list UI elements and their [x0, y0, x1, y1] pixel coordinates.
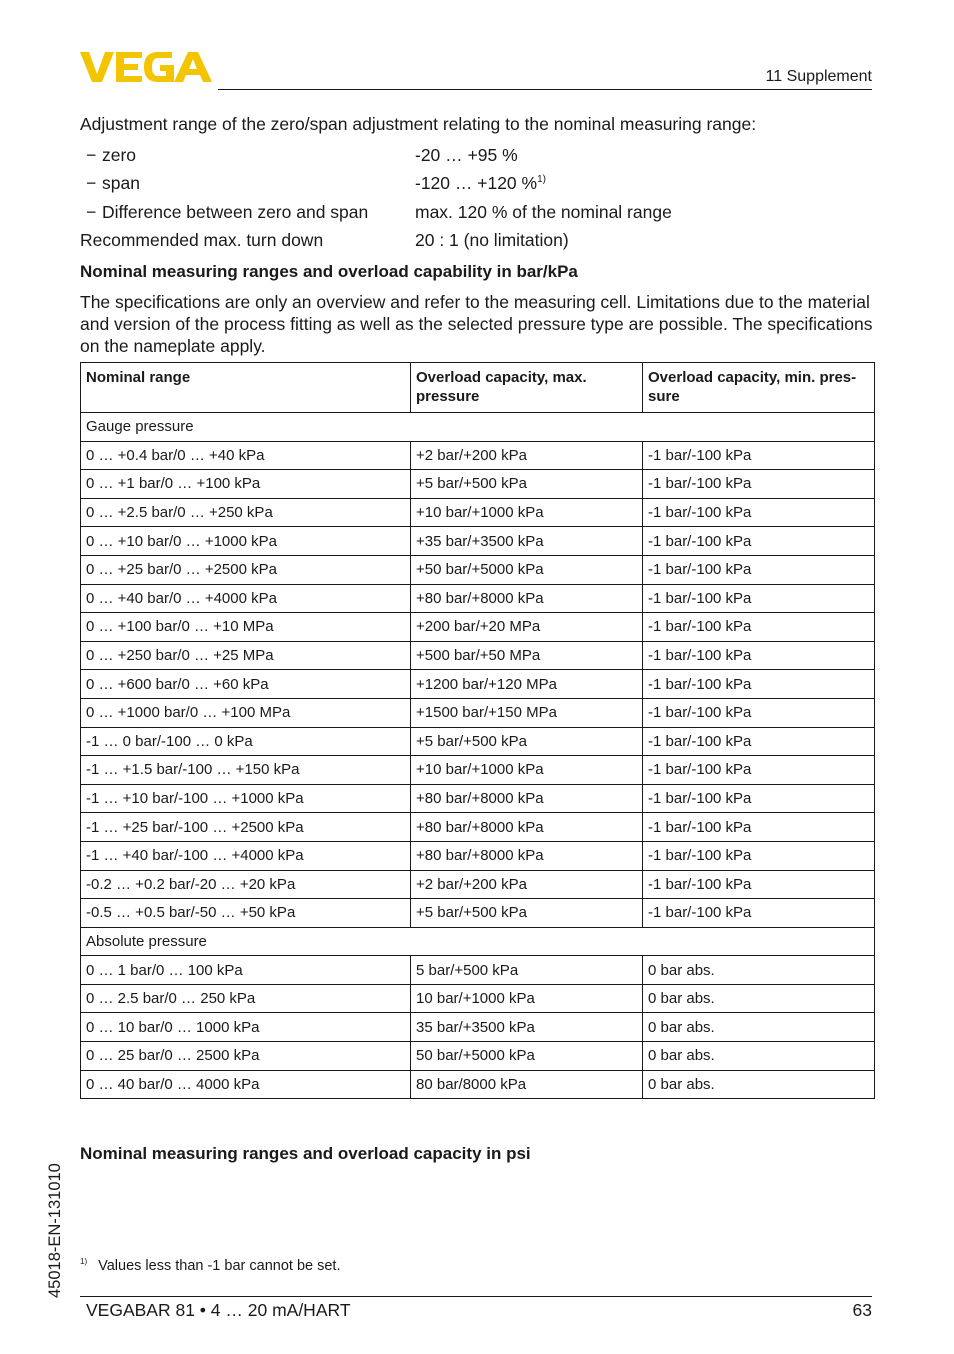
table-cell: -1 bar/-100 kPa [643, 784, 875, 813]
table-cell: +500 bar/+50 MPa [411, 641, 643, 670]
table-cell: -1 … +40 bar/-100 … +4000 kPa [81, 841, 411, 870]
table-cell: +5 bar/+500 kPa [411, 727, 643, 756]
table-row [81, 841, 875, 870]
table-cell: -1 bar/-100 kPa [643, 756, 875, 785]
table-row [81, 956, 875, 985]
table-cell: 0 … +250 bar/0 … +25 MPa [81, 641, 411, 670]
table-cell: 80 bar/8000 kPa [411, 1070, 643, 1099]
table-cell: 0 … 40 bar/0 … 4000 kPa [81, 1070, 411, 1099]
document-code: 45018-EN-131010 [46, 1163, 64, 1298]
table-cell: +80 bar/+8000 kPa [411, 784, 643, 813]
table-cell: -1 bar/-100 kPa [643, 555, 875, 584]
footer-product: VEGABAR 81 • 4 … 20 mA/HART [86, 1300, 351, 1320]
table-cell: -1 bar/-100 kPa [643, 527, 875, 556]
table-cell: +2 bar/+200 kPa [411, 870, 643, 899]
spec-row-difference [80, 198, 874, 227]
table-row [81, 498, 875, 527]
column-header: Overload capacity, min. pres-sure [643, 363, 875, 413]
table-cell: +80 bar/+8000 kPa [411, 841, 643, 870]
table-cell: +35 bar/+3500 kPa [411, 527, 643, 556]
table-cell: 0 … +0.4 bar/0 … +40 kPa [81, 441, 411, 470]
table-cell: 0 … +25 bar/0 … +2500 kPa [81, 555, 411, 584]
table-row [81, 670, 875, 699]
spec-label: Difference between zero and span [102, 201, 369, 222]
list-dash: − [86, 144, 97, 165]
spec-row-span [80, 170, 874, 199]
table-row [81, 470, 875, 499]
spec-row-zero [80, 141, 874, 170]
table-cell: +2 bar/+200 kPa [411, 441, 643, 470]
spec-label: zero [102, 144, 137, 165]
section-heading-psi: Nominal measuring ranges and overload capacity in psi [80, 1144, 531, 1163]
page-number: 63 [852, 1300, 872, 1320]
table-cell: 0 … +100 bar/0 … +10 MPa [81, 613, 411, 642]
section-description: The specifications are only an overview and refer to the measuring cell. Limitations due to the material and version of the process fitting as well as the selected pressure type are possible. The specifications on the nameplate apply. [80, 292, 873, 356]
table-row [81, 1042, 875, 1071]
table-cell: -1 bar/-100 kPa [643, 841, 875, 870]
adjustment-intro: Adjustment range of the zero/span adjustment relating to the nominal measuring range: [80, 114, 757, 134]
spec-label: Recommended max. turn down [80, 230, 324, 251]
table-row [81, 756, 875, 785]
adjustment-section [80, 113, 874, 357]
table-cell: -1 bar/-100 kPa [643, 727, 875, 756]
table-cell: 0 bar abs. [643, 1042, 875, 1071]
table-cell: 5 bar/+500 kPa [411, 956, 643, 985]
table-cell: -1 … +10 bar/-100 … +1000 kPa [81, 784, 411, 813]
spec-value-text: -120 … +120 % [415, 173, 538, 194]
table-body [81, 413, 875, 1099]
table-cell: 0 bar abs. [643, 1013, 875, 1042]
footnote-text: Values less than -1 bar cannot be set. [98, 1257, 341, 1274]
table-cell: 50 bar/+5000 kPa [411, 1042, 643, 1071]
table-group-row [81, 927, 875, 956]
table-cell: +5 bar/+500 kPa [411, 899, 643, 928]
table-cell: -1 bar/-100 kPa [643, 498, 875, 527]
spec-value: -20 … +95 % [415, 144, 518, 165]
list-dash: − [86, 173, 97, 194]
table-cell: +200 bar/+20 MPa [411, 613, 643, 642]
table-row [81, 555, 875, 584]
table-row [81, 899, 875, 928]
table-cell: 10 bar/+1000 kPa [411, 984, 643, 1013]
table-cell: -1 bar/-100 kPa [643, 441, 875, 470]
table-row [81, 441, 875, 470]
table-row [81, 813, 875, 842]
table-header-row [81, 363, 875, 413]
header-divider [218, 89, 872, 90]
footnote-ref: 1) [537, 174, 546, 186]
table-cell: +10 bar/+1000 kPa [411, 498, 643, 527]
spec-value: max. 120 % of the nominal range [415, 201, 672, 222]
section-heading-bar: Nominal measuring ranges and overload capability in bar/kPa [80, 262, 578, 281]
group-title: Absolute pressure [81, 927, 875, 956]
table-row [81, 641, 875, 670]
section-label: 11 Supplement [765, 68, 872, 85]
table-cell: -1 … +25 bar/-100 … +2500 kPa [81, 813, 411, 842]
table-cell: 0 … 1 bar/0 … 100 kPa [81, 956, 411, 985]
column-header: Overload capacity, max. pressure [411, 363, 643, 413]
table-cell: -1 bar/-100 kPa [643, 470, 875, 499]
table-cell: 0 … +40 bar/0 … +4000 kPa [81, 584, 411, 613]
table-cell: -1 bar/-100 kPa [643, 698, 875, 727]
table-cell: -1 … 0 bar/-100 … 0 kPa [81, 727, 411, 756]
table-cell: 35 bar/+3500 kPa [411, 1013, 643, 1042]
table-row [81, 584, 875, 613]
table-row [81, 527, 875, 556]
vega-logo [80, 50, 212, 84]
table-cell: +1200 bar/+120 MPa [411, 670, 643, 699]
table-cell: -1 bar/-100 kPa [643, 670, 875, 699]
table-cell: +80 bar/+8000 kPa [411, 813, 643, 842]
table-cell: -1 bar/-100 kPa [643, 813, 875, 842]
table-row [81, 784, 875, 813]
table-cell: 0 … 2.5 bar/0 … 250 kPa [81, 984, 411, 1013]
table-cell: -1 bar/-100 kPa [643, 584, 875, 613]
table-cell: -1 bar/-100 kPa [643, 870, 875, 899]
table-cell: 0 bar abs. [643, 984, 875, 1013]
table-cell: -1 bar/-100 kPa [643, 641, 875, 670]
spec-value [415, 173, 546, 194]
table-cell: +5 bar/+500 kPa [411, 470, 643, 499]
column-header: Nominal range [81, 363, 411, 413]
footer-divider [80, 1296, 872, 1297]
table-cell: 0 … +1 bar/0 … +100 kPa [81, 470, 411, 499]
table-row [81, 1070, 875, 1099]
table-cell: 0 … 10 bar/0 … 1000 kPa [81, 1013, 411, 1042]
table-row [81, 870, 875, 899]
spec-row-turn-down [80, 227, 874, 256]
ranges-table [80, 362, 875, 1099]
table-group-row [81, 413, 875, 442]
table-cell: +50 bar/+5000 kPa [411, 555, 643, 584]
table-cell: 0 … +600 bar/0 … +60 kPa [81, 670, 411, 699]
spec-label: span [102, 173, 140, 194]
table-cell: 0 … +1000 bar/0 … +100 MPa [81, 698, 411, 727]
table-cell: +1500 bar/+150 MPa [411, 698, 643, 727]
table-cell: -0.2 … +0.2 bar/-20 … +20 kPa [81, 870, 411, 899]
list-dash: − [86, 201, 97, 222]
table-row [81, 727, 875, 756]
footnote [80, 1257, 340, 1274]
group-title: Gauge pressure [81, 413, 875, 442]
table-cell: -1 bar/-100 kPa [643, 613, 875, 642]
table-cell: -0.5 … +0.5 bar/-50 … +50 kPa [81, 899, 411, 928]
table-cell: 0 bar abs. [643, 956, 875, 985]
table-cell: 0 … +2.5 bar/0 … +250 kPa [81, 498, 411, 527]
table-cell: 0 … +10 bar/0 … +1000 kPa [81, 527, 411, 556]
spec-value: 20 : 1 (no limitation) [415, 230, 569, 251]
table-cell: +80 bar/+8000 kPa [411, 584, 643, 613]
table-cell: 0 … 25 bar/0 … 2500 kPa [81, 1042, 411, 1071]
footnote-marker: 1) [80, 1257, 88, 1266]
table-cell: -1 bar/-100 kPa [643, 899, 875, 928]
table-row [81, 698, 875, 727]
table-row [81, 1013, 875, 1042]
table-cell: +10 bar/+1000 kPa [411, 756, 643, 785]
table-cell: 0 bar abs. [643, 1070, 875, 1099]
table-row [81, 613, 875, 642]
table-cell: -1 … +1.5 bar/-100 … +150 kPa [81, 756, 411, 785]
table-row [81, 984, 875, 1013]
